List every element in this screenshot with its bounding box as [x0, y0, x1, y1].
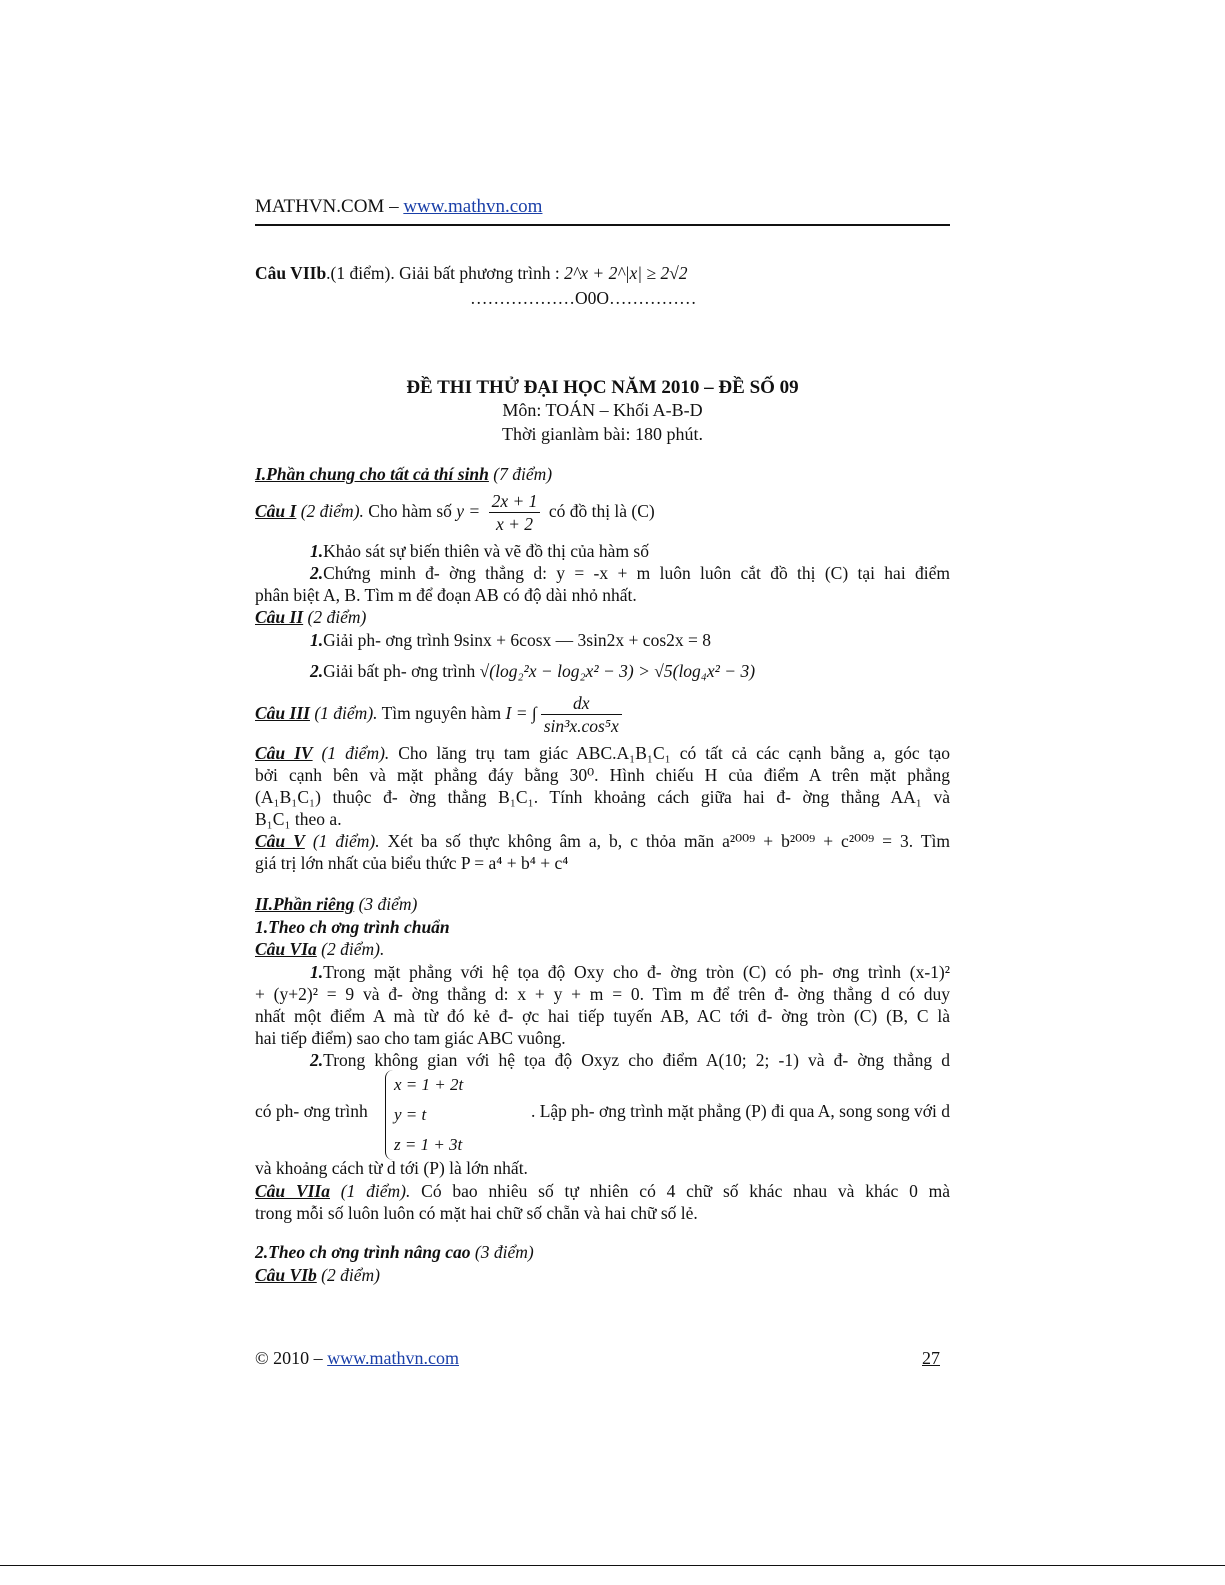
- log-formula: √(log₂²x − log₂x² − 3) > √5(log₄x² − 3): [479, 661, 756, 681]
- page-number: 27: [922, 1348, 940, 1368]
- page-header: MATHVN.COM – www.mathvn.com: [255, 196, 950, 226]
- part1-heading: I.Phần chung cho tất cả thí sinh (7 điểm): [255, 464, 553, 484]
- cau-1-q1: 1.Khảo sát sự biến thiên và vẽ đồ thị của hàm số: [310, 541, 649, 561]
- cau-6b: Câu VIb (2 điểm): [255, 1265, 380, 1285]
- cau-6a-q1-l3: nhất một điểm A mà từ đó kẻ đ- ợc hai tiếp tuyến AB, AC tới đ- ờng tròn (C) (B, C là: [255, 1006, 950, 1026]
- cau-6a-q1-l4: hai tiếp điểm) sao cho tam giác ABC vuông.: [255, 1028, 566, 1048]
- cau-6a-q2-post: . Lập ph- ơng trình mặt phẳng (P) đi qua A, song song với d: [530, 1101, 950, 1121]
- cau-6a-q2: 2.Trong không gian với hệ tọa độ Oxyz cho điểm A(10; 2; -1) và đ- ờng thẳng d: [310, 1050, 950, 1070]
- integral-fraction: $\frac{dx}{\text{sin³x.cos⁵x}}$: [541, 692, 622, 737]
- separator: ………………O0O……………: [470, 288, 697, 308]
- cau-6a: Câu VIa (2 điểm).: [255, 939, 385, 959]
- fraction: $\frac{2x + 1}{x + 2}$: [489, 490, 541, 535]
- cau-5: Câu V (1 điểm). Xét ba số thực không âm a, b, c thỏa mãn a²⁰⁰⁹ + b²⁰⁰⁹ + c²⁰⁰⁹ = 3. Tìm: [255, 831, 950, 851]
- bottom-divider: [0, 1565, 1225, 1566]
- cau-2-q2: 2.Giải bất ph- ơng trình √(log₂²x − log₂x² − 3) > √5(log₄x² − 3): [310, 661, 756, 681]
- inequality-formula: 2^x + 2^|x| ≥ 2√2: [564, 263, 688, 283]
- cau-4-l3: (A₁B₁C₁) thuộc đ- ờng thẳng B₁C₁. Tính khoảng cách giữa hai đ- ờng thẳng AA₁ và: [255, 787, 950, 807]
- cau-7a: Câu VIIa (1 điểm). Có bao nhiêu số tự nhiên có 4 chữ số khác nhau và khác 0 mà: [255, 1181, 950, 1201]
- exam-title: ĐỀ THI THỬ ĐẠI HỌC NĂM 2010 – ĐỀ SỐ 09: [406, 377, 799, 398]
- cau-3: Câu III (1 điểm). Tìm nguyên hàm I = ∫ $\frac{dx}{\text{sin³x.cos⁵x}}$: [255, 690, 950, 736]
- cau-6a-q1-l2: + (y+2)² = 9 và đ- ờng thẳng d: x + y + m = 0. Tìm m để trên đ- ờng thẳng d có duy: [255, 984, 950, 1004]
- footer-link[interactable]: www.mathvn.com: [327, 1348, 459, 1368]
- cau-2: Câu II (2 điểm): [255, 607, 367, 627]
- cau-4: Câu IV (1 điểm). Cho lăng trụ tam giác ABC.A₁B₁C₁ có tất cả các cạnh bằng a, góc tạo: [255, 743, 950, 763]
- cau-4-l4: B₁C₁ theo a.: [255, 809, 342, 829]
- site-link[interactable]: www.mathvn.com: [403, 196, 543, 217]
- cau-6a-q1: 1.Trong mặt phẳng với hệ tọa độ Oxy cho đ- ờng tròn (C) có ph- ơng trình (x-1)²: [310, 962, 950, 982]
- site-name: MATHVN.COM: [255, 196, 385, 217]
- cau-6a-q2-l3: và khoảng cách từ d tới (P) là lớn nhất.: [255, 1158, 528, 1178]
- exam-subject: Môn: TOÁN – Khối A-B-D: [502, 400, 703, 420]
- page-footer: © 2010 – www.mathvn.com 27: [255, 1348, 940, 1368]
- cau-1-q2-cont: phân biệt A, B. Tìm m để đoạn AB có độ dài nhỏ nhất.: [255, 585, 637, 605]
- cau-7a-l2: trong mỗi số luôn luôn có mặt hai chữ số chẵn và hai chữ số lẻ.: [255, 1203, 698, 1223]
- program-standard: 1.Theo ch ơng trình chuẩn: [255, 917, 450, 937]
- part2-heading: II.Phần riêng (3 điểm): [255, 894, 418, 914]
- cau-4-l2: bởi cạnh bên và mặt phẳng đáy bằng 30⁰. Hình chiếu H của điểm A trên mặt phẳng: [255, 765, 950, 785]
- cau-1: Câu I (2 điểm). Cho hàm số y = $\frac{2x + 1}{x + 2}$ có đồ thị là (C): [255, 491, 655, 535]
- cau-2-q1: 1.Giải ph- ơng trình 9sinx + 6cosx — 3sin2x + cos2x = 8: [310, 630, 711, 650]
- cau-5-l2: giá trị lớn nhất của biểu thức P = a⁴ + b⁴ + c⁴: [255, 853, 569, 873]
- program-advanced: 2.Theo ch ơng trình nâng cao (3 điểm): [255, 1242, 534, 1262]
- cau-1-q2: 2.Chứng minh đ- ờng thẳng d: y = -x + m luôn luôn cắt đồ thị (C) tại hai điểm: [310, 563, 950, 583]
- exam-time: Thời gianlàm bài: 180 phút.: [502, 424, 703, 444]
- cau-viib-prev: Câu VIIb.(1 điểm). Giải bất phương trình : 2^x + 2^|x| ≥ 2√2: [255, 263, 688, 283]
- cau-6a-q2-pre: có ph- ơng trình: [255, 1101, 368, 1121]
- equation-system: x = 1 + 2t y = t z = 1 + 3t: [385, 1070, 463, 1160]
